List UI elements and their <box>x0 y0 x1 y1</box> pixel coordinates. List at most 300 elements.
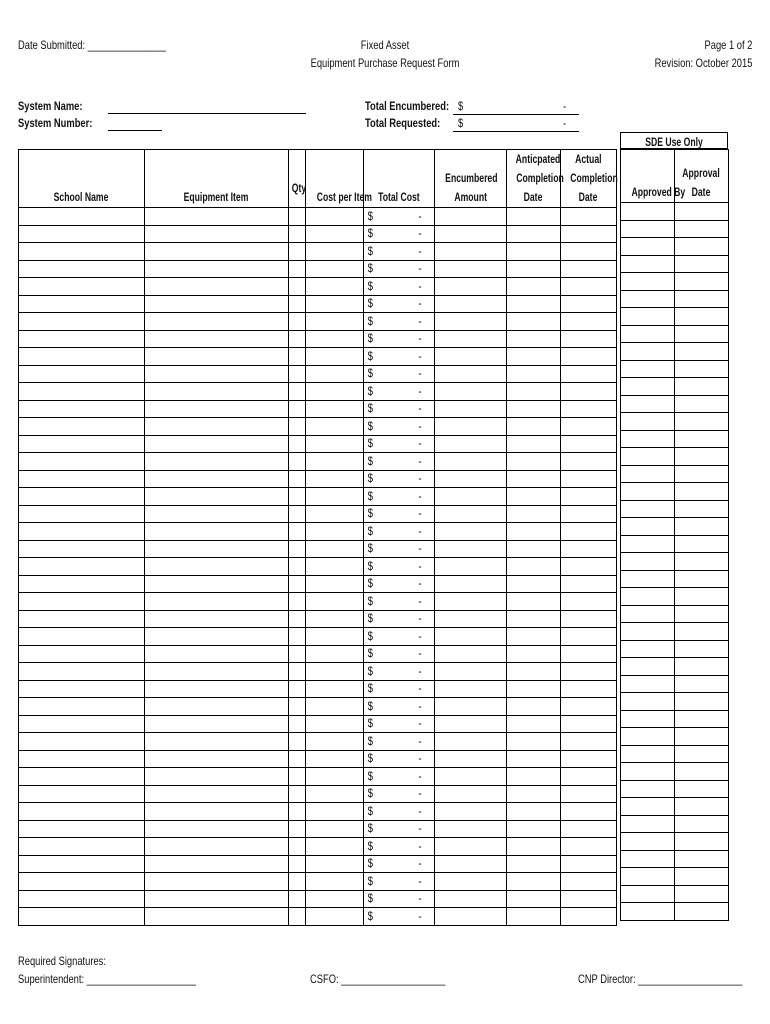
table-cell[interactable] <box>435 330 507 348</box>
table-cell[interactable] <box>19 593 145 611</box>
sde-cell[interactable] <box>675 343 729 361</box>
total-cost-cell[interactable] <box>364 488 435 506</box>
sde-cell[interactable] <box>675 623 729 641</box>
sde-cell[interactable] <box>621 448 675 466</box>
total-cost-cell[interactable] <box>364 838 435 856</box>
table-cell[interactable] <box>145 523 289 541</box>
total-cost-cell[interactable] <box>364 243 435 261</box>
table-cell[interactable] <box>19 908 145 926</box>
table-cell[interactable] <box>306 715 364 733</box>
table-cell[interactable] <box>507 470 561 488</box>
table-cell[interactable] <box>561 698 617 716</box>
table-cell[interactable] <box>19 785 145 803</box>
total-cost-cell[interactable] <box>364 383 435 401</box>
table-cell[interactable] <box>289 575 306 593</box>
table-cell[interactable] <box>507 820 561 838</box>
sde-cell[interactable] <box>675 378 729 396</box>
total-cost-cell[interactable] <box>364 593 435 611</box>
table-cell[interactable] <box>306 558 364 576</box>
table-cell[interactable] <box>561 803 617 821</box>
table-cell[interactable] <box>145 768 289 786</box>
table-cell[interactable] <box>435 225 507 243</box>
table-cell[interactable] <box>145 208 289 226</box>
table-cell[interactable] <box>19 820 145 838</box>
total-cost-cell[interactable] <box>364 645 435 663</box>
table-cell[interactable] <box>561 365 617 383</box>
table-cell[interactable] <box>19 645 145 663</box>
table-cell[interactable] <box>507 348 561 366</box>
total-cost-cell[interactable] <box>364 628 435 646</box>
table-cell[interactable] <box>145 418 289 436</box>
total-cost-cell[interactable] <box>364 208 435 226</box>
table-cell[interactable] <box>19 523 145 541</box>
table-cell[interactable] <box>561 225 617 243</box>
total-cost-cell[interactable] <box>364 295 435 313</box>
sde-cell[interactable] <box>675 448 729 466</box>
table-cell[interactable] <box>507 803 561 821</box>
table-cell[interactable] <box>306 278 364 296</box>
total-cost-cell[interactable] <box>364 855 435 873</box>
table-cell[interactable] <box>435 313 507 331</box>
table-cell[interactable] <box>289 383 306 401</box>
total-cost-cell[interactable] <box>364 820 435 838</box>
table-cell[interactable] <box>435 803 507 821</box>
table-cell[interactable] <box>435 383 507 401</box>
table-cell[interactable] <box>435 698 507 716</box>
table-cell[interactable] <box>19 803 145 821</box>
table-cell[interactable] <box>145 260 289 278</box>
sde-cell[interactable] <box>675 728 729 746</box>
table-cell[interactable] <box>561 488 617 506</box>
table-cell[interactable] <box>507 488 561 506</box>
sde-cell[interactable] <box>675 290 729 308</box>
table-cell[interactable] <box>145 383 289 401</box>
table-cell[interactable] <box>435 523 507 541</box>
table-cell[interactable] <box>289 680 306 698</box>
sde-cell[interactable] <box>675 675 729 693</box>
table-cell[interactable] <box>19 855 145 873</box>
table-cell[interactable] <box>507 418 561 436</box>
table-cell[interactable] <box>561 558 617 576</box>
table-cell[interactable] <box>289 768 306 786</box>
table-cell[interactable] <box>561 278 617 296</box>
table-cell[interactable] <box>561 768 617 786</box>
total-encumbered-field[interactable] <box>453 114 579 115</box>
table-cell[interactable] <box>145 470 289 488</box>
table-cell[interactable] <box>145 820 289 838</box>
table-cell[interactable] <box>435 628 507 646</box>
table-cell[interactable] <box>306 750 364 768</box>
table-cell[interactable] <box>19 365 145 383</box>
table-cell[interactable] <box>306 523 364 541</box>
total-cost-cell[interactable] <box>364 663 435 681</box>
table-cell[interactable] <box>561 855 617 873</box>
table-cell[interactable] <box>289 488 306 506</box>
table-cell[interactable] <box>289 260 306 278</box>
table-cell[interactable] <box>435 750 507 768</box>
table-cell[interactable] <box>145 295 289 313</box>
cnp-director-signature[interactable]: CNP Director: ____________________ <box>578 972 743 986</box>
table-cell[interactable] <box>289 750 306 768</box>
table-cell[interactable] <box>561 785 617 803</box>
table-cell[interactable] <box>306 295 364 313</box>
table-cell[interactable] <box>19 453 145 471</box>
table-cell[interactable] <box>145 488 289 506</box>
sde-cell[interactable] <box>675 413 729 431</box>
table-cell[interactable] <box>289 470 306 488</box>
total-cost-cell[interactable] <box>364 365 435 383</box>
system-number-field[interactable] <box>108 130 162 131</box>
table-cell[interactable] <box>19 418 145 436</box>
table-cell[interactable] <box>306 768 364 786</box>
table-cell[interactable] <box>435 610 507 628</box>
table-cell[interactable] <box>435 208 507 226</box>
sde-cell[interactable] <box>675 868 729 886</box>
table-cell[interactable] <box>561 628 617 646</box>
total-cost-cell[interactable] <box>364 873 435 891</box>
sde-cell[interactable] <box>621 430 675 448</box>
table-cell[interactable] <box>507 645 561 663</box>
table-cell[interactable] <box>435 890 507 908</box>
sde-cell[interactable] <box>621 693 675 711</box>
table-cell[interactable] <box>19 383 145 401</box>
sde-cell[interactable] <box>675 273 729 291</box>
table-cell[interactable] <box>289 628 306 646</box>
table-cell[interactable] <box>561 418 617 436</box>
table-cell[interactable] <box>145 365 289 383</box>
table-cell[interactable] <box>435 295 507 313</box>
table-cell[interactable] <box>145 313 289 331</box>
table-cell[interactable] <box>507 698 561 716</box>
table-cell[interactable] <box>289 365 306 383</box>
table-cell[interactable] <box>306 540 364 558</box>
sde-cell[interactable] <box>675 763 729 781</box>
sde-cell[interactable] <box>621 763 675 781</box>
table-cell[interactable] <box>19 680 145 698</box>
table-cell[interactable] <box>306 838 364 856</box>
table-cell[interactable] <box>306 488 364 506</box>
table-cell[interactable] <box>435 418 507 436</box>
table-cell[interactable] <box>507 383 561 401</box>
table-cell[interactable] <box>19 330 145 348</box>
sde-cell[interactable] <box>675 500 729 518</box>
sde-cell[interactable] <box>675 780 729 798</box>
total-cost-cell[interactable] <box>364 890 435 908</box>
sde-cell[interactable] <box>675 255 729 273</box>
table-cell[interactable] <box>306 505 364 523</box>
table-cell[interactable] <box>289 540 306 558</box>
sde-cell[interactable] <box>621 658 675 676</box>
table-cell[interactable] <box>306 453 364 471</box>
total-cost-cell[interactable] <box>364 558 435 576</box>
table-cell[interactable] <box>306 890 364 908</box>
table-cell[interactable] <box>145 628 289 646</box>
table-cell[interactable] <box>507 243 561 261</box>
table-cell[interactable] <box>507 838 561 856</box>
sde-cell[interactable] <box>621 570 675 588</box>
sde-cell[interactable] <box>675 833 729 851</box>
table-cell[interactable] <box>561 610 617 628</box>
table-cell[interactable] <box>289 733 306 751</box>
table-cell[interactable] <box>435 768 507 786</box>
table-cell[interactable] <box>289 873 306 891</box>
table-cell[interactable] <box>289 610 306 628</box>
table-cell[interactable] <box>289 295 306 313</box>
sde-cell[interactable] <box>621 850 675 868</box>
total-cost-cell[interactable] <box>364 435 435 453</box>
table-cell[interactable] <box>507 505 561 523</box>
table-cell[interactable] <box>306 365 364 383</box>
table-cell[interactable] <box>561 523 617 541</box>
table-cell[interactable] <box>19 628 145 646</box>
table-cell[interactable] <box>289 330 306 348</box>
table-cell[interactable] <box>289 715 306 733</box>
table-cell[interactable] <box>507 453 561 471</box>
table-cell[interactable] <box>145 225 289 243</box>
table-cell[interactable] <box>435 488 507 506</box>
table-cell[interactable] <box>561 208 617 226</box>
table-cell[interactable] <box>507 330 561 348</box>
table-cell[interactable] <box>306 348 364 366</box>
table-cell[interactable] <box>145 278 289 296</box>
total-cost-cell[interactable] <box>364 470 435 488</box>
sde-cell[interactable] <box>621 868 675 886</box>
sde-cell[interactable] <box>621 255 675 273</box>
table-cell[interactable] <box>145 453 289 471</box>
table-cell[interactable] <box>507 680 561 698</box>
table-cell[interactable] <box>19 698 145 716</box>
table-cell[interactable] <box>289 243 306 261</box>
table-cell[interactable] <box>435 733 507 751</box>
table-cell[interactable] <box>306 208 364 226</box>
table-cell[interactable] <box>507 400 561 418</box>
table-cell[interactable] <box>507 733 561 751</box>
table-cell[interactable] <box>306 383 364 401</box>
sde-cell[interactable] <box>675 360 729 378</box>
table-cell[interactable] <box>289 645 306 663</box>
table-cell[interactable] <box>435 785 507 803</box>
total-cost-cell[interactable] <box>364 680 435 698</box>
sde-cell[interactable] <box>675 518 729 536</box>
table-cell[interactable] <box>19 470 145 488</box>
sde-cell[interactable] <box>621 553 675 571</box>
table-cell[interactable] <box>507 593 561 611</box>
table-cell[interactable] <box>19 610 145 628</box>
sde-cell[interactable] <box>675 850 729 868</box>
sde-cell[interactable] <box>621 640 675 658</box>
table-cell[interactable] <box>289 785 306 803</box>
total-cost-cell[interactable] <box>364 715 435 733</box>
sde-cell[interactable] <box>675 238 729 256</box>
table-cell[interactable] <box>289 418 306 436</box>
table-cell[interactable] <box>145 645 289 663</box>
table-cell[interactable] <box>507 278 561 296</box>
table-cell[interactable] <box>145 785 289 803</box>
table-cell[interactable] <box>145 663 289 681</box>
table-cell[interactable] <box>289 663 306 681</box>
table-cell[interactable] <box>561 838 617 856</box>
table-cell[interactable] <box>507 295 561 313</box>
sde-cell[interactable] <box>621 605 675 623</box>
table-cell[interactable] <box>19 348 145 366</box>
total-requested-field[interactable] <box>453 131 579 132</box>
table-cell[interactable] <box>145 610 289 628</box>
table-cell[interactable] <box>19 663 145 681</box>
sde-cell[interactable] <box>621 343 675 361</box>
table-cell[interactable] <box>289 523 306 541</box>
table-cell[interactable] <box>145 593 289 611</box>
sde-cell[interactable] <box>675 430 729 448</box>
table-cell[interactable] <box>306 575 364 593</box>
table-cell[interactable] <box>507 908 561 926</box>
table-cell[interactable] <box>507 225 561 243</box>
sde-cell[interactable] <box>675 815 729 833</box>
sde-cell[interactable] <box>621 588 675 606</box>
table-cell[interactable] <box>306 873 364 891</box>
table-cell[interactable] <box>19 768 145 786</box>
sde-cell[interactable] <box>675 693 729 711</box>
table-cell[interactable] <box>306 400 364 418</box>
table-cell[interactable] <box>507 260 561 278</box>
table-cell[interactable] <box>19 715 145 733</box>
table-cell[interactable] <box>19 733 145 751</box>
table-cell[interactable] <box>289 908 306 926</box>
table-cell[interactable] <box>507 785 561 803</box>
table-cell[interactable] <box>19 295 145 313</box>
table-cell[interactable] <box>561 505 617 523</box>
table-cell[interactable] <box>435 558 507 576</box>
table-cell[interactable] <box>289 435 306 453</box>
sde-cell[interactable] <box>621 833 675 851</box>
table-cell[interactable] <box>435 400 507 418</box>
total-cost-cell[interactable] <box>364 610 435 628</box>
sde-cell[interactable] <box>675 745 729 763</box>
table-cell[interactable] <box>561 400 617 418</box>
table-cell[interactable] <box>561 820 617 838</box>
table-cell[interactable] <box>289 890 306 908</box>
table-cell[interactable] <box>507 663 561 681</box>
table-cell[interactable] <box>507 768 561 786</box>
sde-cell[interactable] <box>621 535 675 553</box>
table-cell[interactable] <box>19 575 145 593</box>
table-cell[interactable] <box>306 698 364 716</box>
superintendent-signature[interactable]: Superintendent: _____________________ <box>18 972 197 986</box>
table-cell[interactable] <box>507 365 561 383</box>
total-cost-cell[interactable] <box>364 348 435 366</box>
table-cell[interactable] <box>435 505 507 523</box>
table-cell[interactable] <box>435 278 507 296</box>
table-cell[interactable] <box>289 505 306 523</box>
table-cell[interactable] <box>19 838 145 856</box>
sde-cell[interactable] <box>621 465 675 483</box>
total-cost-cell[interactable] <box>364 523 435 541</box>
sde-cell[interactable] <box>621 780 675 798</box>
table-cell[interactable] <box>561 295 617 313</box>
sde-cell[interactable] <box>675 308 729 326</box>
table-cell[interactable] <box>19 890 145 908</box>
total-cost-cell[interactable] <box>364 540 435 558</box>
total-cost-cell[interactable] <box>364 278 435 296</box>
sde-cell[interactable] <box>675 903 729 921</box>
table-cell[interactable] <box>306 243 364 261</box>
table-cell[interactable] <box>561 908 617 926</box>
table-cell[interactable] <box>19 435 145 453</box>
sde-cell[interactable] <box>675 465 729 483</box>
table-cell[interactable] <box>306 908 364 926</box>
sde-cell[interactable] <box>675 658 729 676</box>
table-cell[interactable] <box>19 540 145 558</box>
table-cell[interactable] <box>561 313 617 331</box>
table-cell[interactable] <box>306 610 364 628</box>
sde-cell[interactable] <box>675 605 729 623</box>
table-cell[interactable] <box>561 750 617 768</box>
sde-cell[interactable] <box>621 710 675 728</box>
table-cell[interactable] <box>507 558 561 576</box>
table-cell[interactable] <box>19 208 145 226</box>
table-cell[interactable] <box>289 313 306 331</box>
sde-cell[interactable] <box>621 413 675 431</box>
table-cell[interactable] <box>306 628 364 646</box>
sde-cell[interactable] <box>675 220 729 238</box>
table-cell[interactable] <box>289 208 306 226</box>
sde-cell[interactable] <box>621 623 675 641</box>
table-cell[interactable] <box>507 890 561 908</box>
table-cell[interactable] <box>19 750 145 768</box>
table-cell[interactable] <box>306 645 364 663</box>
table-cell[interactable] <box>19 873 145 891</box>
total-cost-cell[interactable] <box>364 750 435 768</box>
table-cell[interactable] <box>19 313 145 331</box>
table-cell[interactable] <box>19 225 145 243</box>
table-cell[interactable] <box>145 243 289 261</box>
table-cell[interactable] <box>507 610 561 628</box>
table-cell[interactable] <box>561 593 617 611</box>
table-cell[interactable] <box>561 645 617 663</box>
table-cell[interactable] <box>561 575 617 593</box>
table-cell[interactable] <box>289 278 306 296</box>
table-cell[interactable] <box>145 330 289 348</box>
sde-cell[interactable] <box>675 588 729 606</box>
table-cell[interactable] <box>306 680 364 698</box>
table-cell[interactable] <box>306 820 364 838</box>
sde-cell[interactable] <box>621 798 675 816</box>
table-cell[interactable] <box>145 873 289 891</box>
table-cell[interactable] <box>145 750 289 768</box>
total-cost-cell[interactable] <box>364 733 435 751</box>
table-cell[interactable] <box>145 435 289 453</box>
table-cell[interactable] <box>507 715 561 733</box>
table-cell[interactable] <box>289 803 306 821</box>
table-cell[interactable] <box>19 260 145 278</box>
table-cell[interactable] <box>306 260 364 278</box>
sde-cell[interactable] <box>675 885 729 903</box>
sde-cell[interactable] <box>675 640 729 658</box>
table-cell[interactable] <box>435 348 507 366</box>
total-cost-cell[interactable] <box>364 768 435 786</box>
sde-cell[interactable] <box>621 325 675 343</box>
table-cell[interactable] <box>19 400 145 418</box>
table-cell[interactable] <box>435 435 507 453</box>
total-cost-cell[interactable] <box>364 803 435 821</box>
total-cost-cell[interactable] <box>364 225 435 243</box>
table-cell[interactable] <box>289 820 306 838</box>
table-cell[interactable] <box>145 540 289 558</box>
sde-cell[interactable] <box>621 360 675 378</box>
table-cell[interactable] <box>19 488 145 506</box>
table-cell[interactable] <box>561 243 617 261</box>
table-cell[interactable] <box>306 435 364 453</box>
sde-cell[interactable] <box>621 203 675 221</box>
